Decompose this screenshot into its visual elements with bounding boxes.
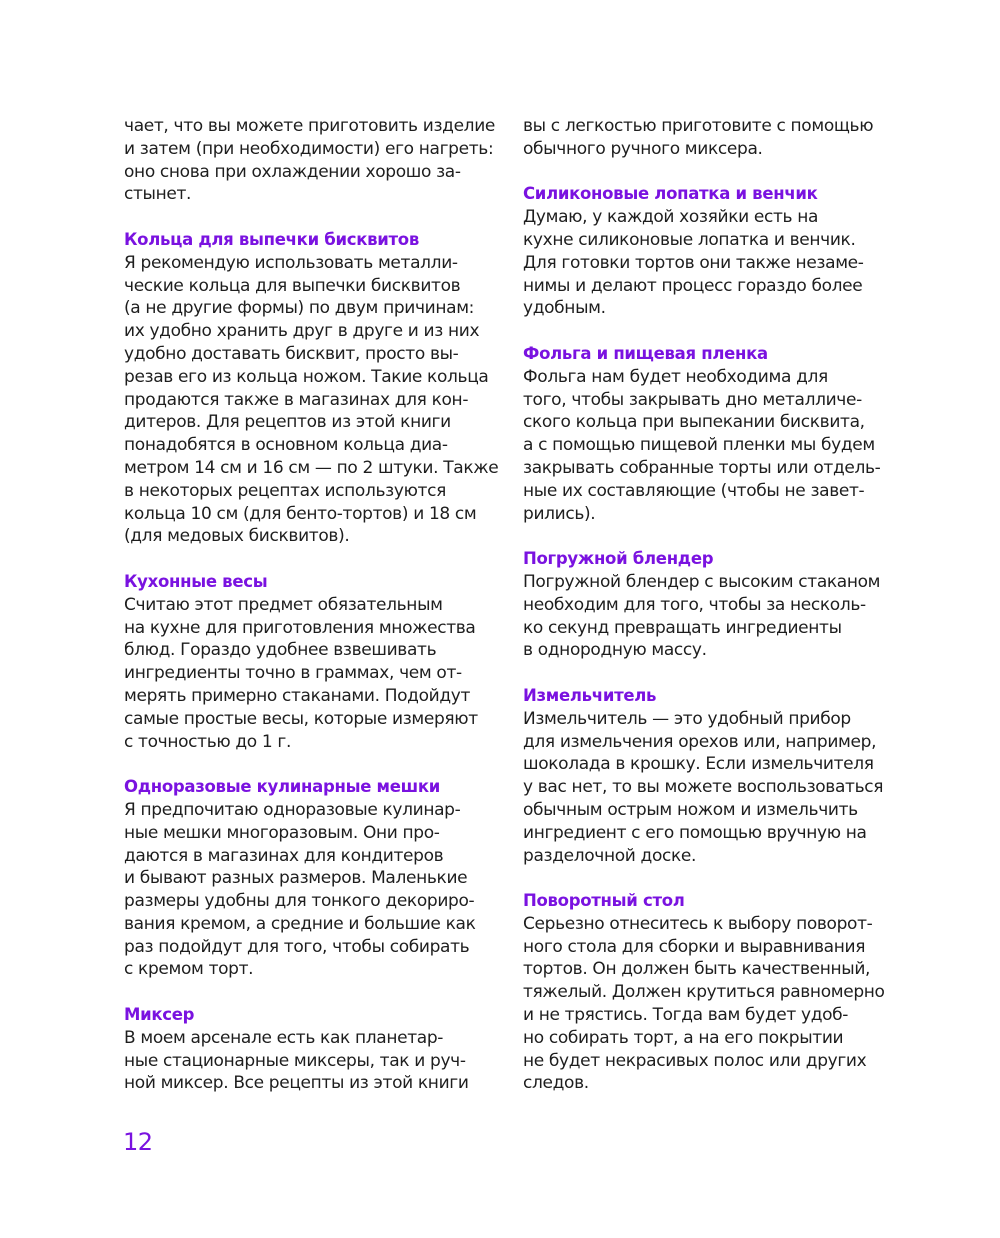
body-line: обычным острым ножом и измельчить: [523, 799, 858, 820]
section-gap: [523, 320, 913, 343]
body-line: дитеров. Для рецептов из этой книги: [124, 412, 451, 433]
section-heading: Погружной блендер: [523, 549, 714, 569]
body-line: тяжелый. Должен крутиться равномерно: [523, 982, 885, 1003]
section-gap: [523, 161, 913, 184]
section-gap: [124, 548, 514, 571]
body-line: ского кольца при выпекании бисквита,: [523, 412, 865, 433]
body-line: и не трястись. Тогда вам будет удоб-: [523, 1005, 849, 1026]
section-heading: Фольга и пищевая пленка: [523, 343, 768, 363]
section-gap: [523, 662, 913, 685]
body-line: закрывать собранные торты или отдель-: [523, 457, 881, 478]
section: [124, 1004, 514, 1095]
section-heading: Поворотный стол: [523, 891, 685, 911]
section-heading: Измельчитель: [523, 685, 657, 705]
body-line: Я рекомендую использовать металли-: [124, 252, 458, 273]
right-column: [523, 115, 913, 1095]
body-line: с кремом торт.: [124, 959, 254, 980]
section: [124, 571, 514, 753]
body-line: шоколада в крошку. Если измельчителя: [523, 754, 874, 775]
body-line: Думаю, у каждой хозяйки есть на: [523, 207, 819, 228]
body-line: метром 14 см и 16 см — по 2 штуки. Также: [124, 457, 499, 478]
body-line: рились).: [523, 503, 596, 524]
body-line: но собирать торт, а на его покрытии: [523, 1027, 844, 1048]
body-line: кухне силиконовые лопатка и венчик.: [523, 229, 856, 250]
body-line: (а не другие формы) по двум причинам:: [124, 298, 475, 319]
body-line: даются в магазинах для кондитеров: [124, 845, 444, 866]
body-line: В моем арсенале есть как планетар-: [124, 1027, 444, 1048]
section-gap: [124, 981, 514, 1004]
section: [523, 890, 913, 1095]
section-gap: [124, 206, 514, 229]
body-line: ингредиент с его помощью вручную на: [523, 822, 867, 843]
body-line: размеры удобны для тонкого декориро-: [124, 891, 475, 912]
body-line: ной миксер. Все рецепты из этой книги: [124, 1073, 469, 1094]
section-heading: Силиконовые лопатка и венчик: [523, 184, 818, 204]
body-line: оно снова при охлаждении хорошо за-: [124, 161, 461, 182]
body-line: самые простые весы, которые измеряют: [124, 708, 478, 729]
section: [523, 343, 913, 525]
body-line: Фольга нам будет необходима для: [523, 366, 828, 387]
body-line: Для готовки тортов они также незаме-: [523, 252, 864, 273]
body-line: кольца 10 см (для бенто-тортов) и 18 см: [124, 503, 477, 524]
body-line: Я предпочитаю одноразовые кулинар-: [124, 799, 461, 820]
body-line: ко секунд превращать ингредиенты: [523, 617, 842, 638]
body-line: мерять примерно стаканами. Подойдут: [124, 685, 470, 706]
section-heading: Миксер: [124, 1005, 195, 1025]
body-line: у вас нет, то вы можете воспользоваться: [523, 777, 884, 798]
body-line: понадобятся в основном кольца диа-: [124, 435, 448, 456]
body-line: того, чтобы закрывать дно металличе-: [523, 389, 862, 410]
body-line: а с помощью пищевой пленки мы будем: [523, 435, 875, 456]
section: [124, 776, 514, 981]
body-line: ческие кольца для выпечки бисквитов: [124, 275, 461, 296]
body-line: стынет.: [124, 184, 192, 205]
section: [523, 685, 913, 867]
body-line: удобно доставать бисквит, просто вы-: [124, 343, 459, 364]
body-line: и бывают разных размеров. Маленькие: [124, 868, 468, 889]
body-line: (для медовых бисквитов).: [124, 526, 350, 547]
section: [523, 548, 913, 662]
body-line: Погружной блендер с высоким стаканом: [523, 571, 881, 592]
body-line: не будет некрасивых полос или других: [523, 1050, 867, 1071]
body-line: их удобно хранить друг в друге и из них: [124, 321, 480, 342]
section: [124, 229, 514, 548]
body-line: тортов. Он должен быть качественный,: [523, 959, 871, 980]
section-heading: Кухонные весы: [124, 571, 268, 591]
body-line: Считаю этот предмет обязательным: [124, 594, 443, 615]
body-line: ные мешки многоразовым. Они про-: [124, 822, 440, 843]
body-line: чает, что вы можете приготовить изделие: [124, 116, 496, 136]
body-line: вания кремом, а средние и большие как: [124, 913, 476, 934]
section: [523, 183, 913, 320]
body-line: вы с легкостью приготовите с помощью: [523, 116, 874, 136]
section-heading: Кольца для выпечки бисквитов: [124, 229, 419, 249]
body-line: ного стола для сборки и выравнивания: [523, 936, 866, 957]
page-number: 12: [123, 1128, 153, 1156]
body-line: на кухне для приготовления множества: [124, 617, 476, 638]
body-line: необходим для того, чтобы за несколь-: [523, 594, 866, 615]
body-line: разделочной доске.: [523, 845, 697, 866]
left-column: [124, 115, 514, 1095]
section-gap: [523, 867, 913, 890]
body-line: следов.: [523, 1073, 589, 1094]
body-line: обычного ручного миксера.: [523, 138, 763, 159]
body-line: нимы и делают процесс гораздо более: [523, 275, 863, 296]
body-line: ные их составляющие (чтобы не завет-: [523, 480, 865, 501]
body-line: и затем (при необходимости) его нагреть:: [124, 138, 494, 159]
body-line: раз подойдут для того, чтобы собирать: [124, 936, 470, 957]
body-line: для измельчения орехов или, например,: [523, 731, 877, 752]
body-line: продаются также в магазинах для кон-: [124, 389, 469, 410]
body-line: с точностью до 1 г.: [124, 731, 292, 752]
section-heading: Одноразовые кулинарные мешки: [124, 777, 441, 797]
body-line: в некоторых рецептах используются: [124, 480, 446, 501]
body-line: ингредиенты точно в граммах, чем от-: [124, 663, 462, 684]
body-line: ные стационарные миксеры, так и руч-: [124, 1050, 466, 1071]
body-line: резав его из кольца ножом. Такие кольца: [124, 366, 489, 387]
section-gap: [523, 525, 913, 548]
body-line: Измельчитель — это удобный прибор: [523, 708, 851, 729]
body-line: блюд. Гораздо удобнее взвешивать: [124, 640, 437, 661]
body-line: удобным.: [523, 298, 606, 319]
section-gap: [124, 753, 514, 776]
body-line: в однородную массу.: [523, 640, 707, 661]
body-line: Серьезно отнеситесь к выбору поворот-: [523, 913, 873, 934]
